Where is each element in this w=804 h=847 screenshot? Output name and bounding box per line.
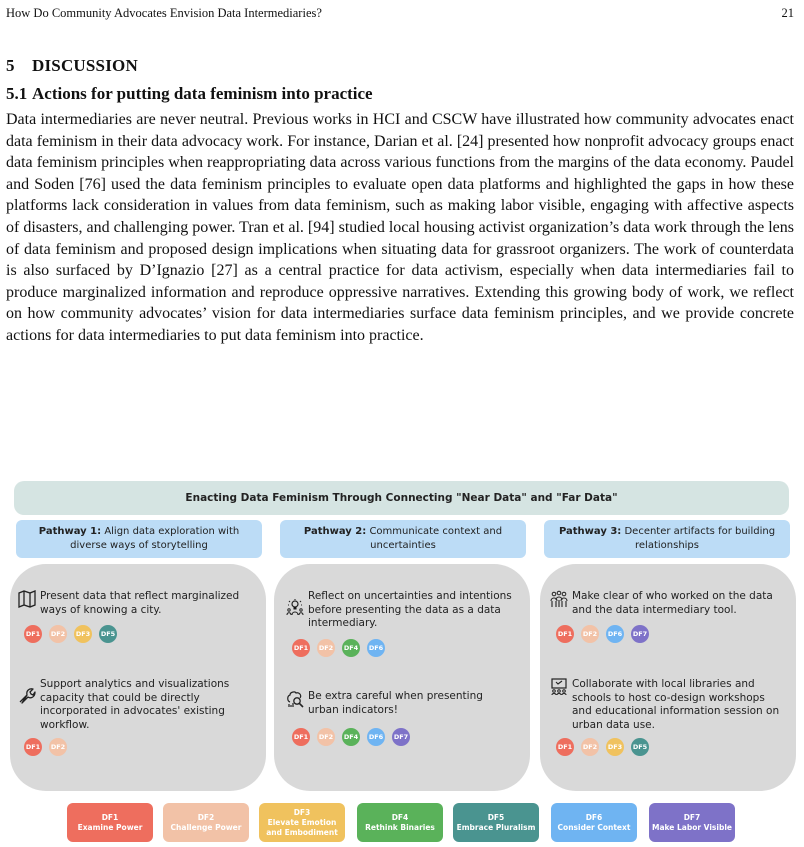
df3-chip: DF3 — [606, 738, 624, 756]
running-title: How Do Community Advocates Envision Data Intermediaries? — [6, 6, 322, 20]
legend-df6 — [551, 803, 637, 842]
df2-chip: DF2 — [581, 738, 599, 756]
p1a-text: Present data that reflect marginalized ways of knowing a city. — [40, 590, 240, 616]
page-number: 21 — [781, 6, 794, 20]
pathway-2 — [280, 520, 526, 558]
df1-chip: DF1 — [292, 728, 310, 746]
brain-magnifier-icon — [286, 690, 304, 708]
legend-df7 — [649, 803, 735, 842]
df1-chip: DF1 — [24, 738, 42, 756]
pathway-3 — [544, 520, 790, 558]
legend-df7-name: Make Labor Visible — [652, 822, 732, 832]
df6-chip: DF6 — [367, 728, 385, 746]
legend-df2-name: Challenge Power — [170, 822, 242, 832]
legend-df3-name: Elevate Emotion and Embodiment — [266, 817, 338, 837]
section-heading — [6, 56, 138, 76]
df2-chip: DF2 — [49, 625, 67, 643]
pathway-1-label: Pathway 1: — [38, 526, 102, 537]
presentation-icon — [550, 678, 568, 696]
p2a-text: Reflect on uncertainties and intentions before presenting the data as a data intermediary. — [308, 590, 512, 629]
df2-chip: DF2 — [49, 738, 67, 756]
df6-chip: DF6 — [606, 625, 624, 643]
p2b-text: Be extra careful when presenting urban indicators! — [308, 690, 483, 716]
df7-chip: DF7 — [631, 625, 649, 643]
df1-chip: DF1 — [24, 625, 42, 643]
body-paragraph: Data intermediaries are never neutral. Previous works in HCI and CSCW have illustrated how community advocates enact data feminism in their data advocacy work. For instance, Darian et al. [24] presented how nonprofit advocacy groups enact data feminism principles when reappropriating data across various functions from the margins of the data economy. Paudel and Soden [76] used the data feminism principles to evaluate open data platforms and highlighted the gaps in how these platforms lack consideration in values from data feminism, such as making labor visible, engaging with affective aspects of disasters, and challenging power. Tran et al. [94] studied local housing activist organization’s data work through the lens of data feminism and proposed design implications when situating data for grassroot organizers. The work of counterdata is also surfaced by D’Ignazio [27] as a central practice for data activism, especially when data intermediaries fail to produce marginalized information and reproduce oppressive narratives. Extending this growing body of work, we reflect on how community advocates’ vision for data intermediaries surface data feminism principles, and we provide concrete actions for data intermediaries to put data feminism into practice. — [6, 111, 794, 344]
df6-chip: DF6 — [367, 639, 385, 657]
figure-title: Enacting Data Feminism Through Connecting "Near Data" and "Far Data" — [14, 481, 789, 515]
legend-df2 — [163, 803, 249, 842]
people-icon — [550, 590, 568, 608]
pathway-1 — [16, 520, 262, 558]
figure — [0, 476, 804, 847]
section-number: 5 — [6, 56, 15, 75]
df3-chip: DF3 — [74, 625, 92, 643]
df2-chip: DF2 — [317, 639, 335, 657]
legend-df3 — [259, 803, 345, 842]
df1-chip: DF1 — [556, 625, 574, 643]
legend-df3-code: DF3 — [293, 807, 311, 817]
p1b-text: Support analytics and visualizations capacity that could be directly incorporated in advocates' existing workflow. — [40, 678, 230, 731]
running-header — [6, 6, 794, 22]
legend-df6-name: Consider Context — [557, 822, 631, 832]
legend-df1-code: DF1 — [101, 812, 119, 822]
subsection-title: Actions for putting data feminism into practice — [32, 84, 373, 103]
df7-chip: DF7 — [392, 728, 410, 746]
legend-df2-code: DF2 — [197, 812, 215, 822]
legend-df5 — [453, 803, 539, 842]
df5-chip: DF5 — [631, 738, 649, 756]
section-title: DISCUSSION — [32, 56, 138, 75]
legend-df6-code: DF6 — [585, 812, 603, 822]
pathway-3-text: Decenter artifacts for building relationships — [624, 526, 776, 551]
p3b-text: Collaborate with local libraries and schools to host co-design workshops and educational information session on urban data use. — [572, 678, 780, 731]
legend-df4 — [357, 803, 443, 842]
pathway-2-text: Communicate context and uncertainties — [369, 526, 503, 551]
df2-chip: DF2 — [581, 625, 599, 643]
df1-chip: DF1 — [292, 639, 310, 657]
map-icon — [18, 590, 36, 608]
subsection-number: 5.1 — [6, 84, 28, 103]
pathway-3-label: Pathway 3: — [558, 526, 622, 537]
wrench-icon — [18, 686, 36, 704]
df4-chip: DF4 — [342, 639, 360, 657]
legend-df4-code: DF4 — [391, 812, 409, 822]
p3a-text: Make clear of who worked on the data and the data intermediary tool. — [572, 590, 773, 616]
subsection-heading — [6, 84, 373, 104]
df4-chip: DF4 — [342, 728, 360, 746]
legend-df1-name: Examine Power — [77, 822, 143, 832]
legend-df4-name: Rethink Binaries — [365, 822, 435, 832]
legend-df7-code: DF7 — [683, 812, 701, 822]
pathway-2-label: Pathway 2: — [303, 526, 367, 537]
legend-df5-name: Embrace Pluralism — [456, 822, 536, 832]
legend-df5-code: DF5 — [487, 812, 505, 822]
df5-chip: DF5 — [99, 625, 117, 643]
df1-chip: DF1 — [556, 738, 574, 756]
lightbulb-people-icon — [286, 598, 304, 616]
pathway-1-text: Align data exploration with diverse ways of storytelling — [70, 526, 240, 551]
df2-chip: DF2 — [317, 728, 335, 746]
legend-df1 — [67, 803, 153, 842]
